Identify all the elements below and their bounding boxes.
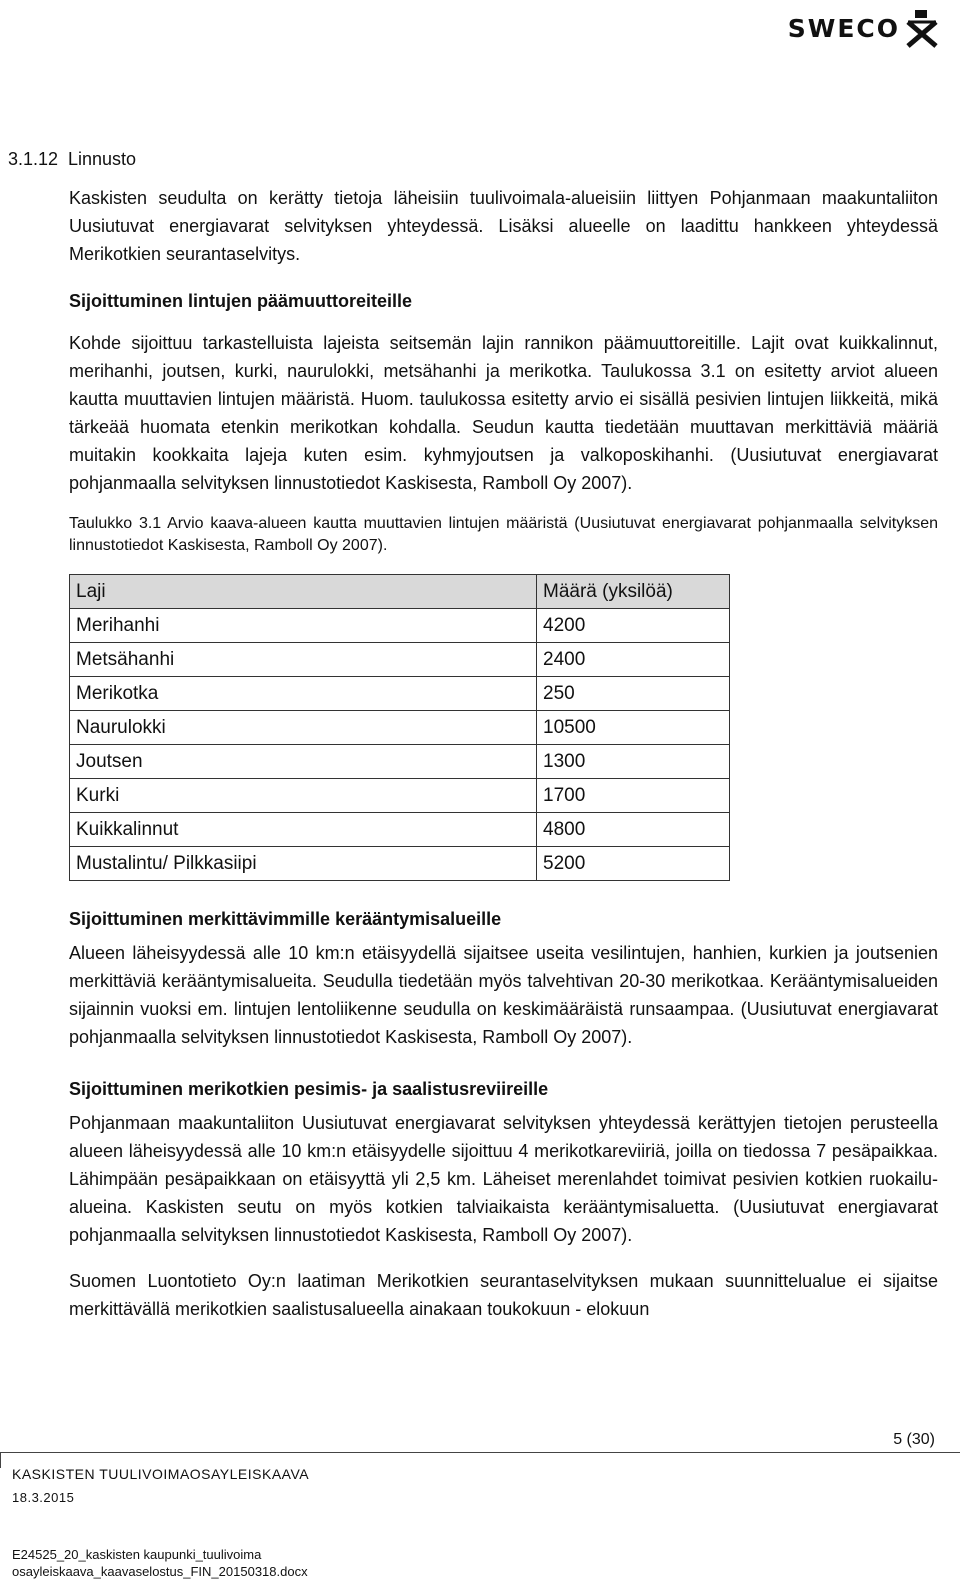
- species-cell: Merikotka: [70, 677, 537, 711]
- section-number: 3.1.12: [8, 149, 59, 169]
- footer-divider-corner: [0, 1452, 1, 1468]
- footer-filename-line-2: osayleiskaava_kaavaselostus_FIN_20150318.docx: [12, 1564, 308, 1579]
- footer-divider: [0, 1452, 960, 1453]
- table-row: [70, 779, 730, 813]
- footer-date: 18.3.2015: [12, 1490, 75, 1505]
- section-title: Linnusto: [68, 149, 137, 169]
- table-row: [70, 813, 730, 847]
- table-row: [70, 745, 730, 779]
- migration-paragraph: Kohde sijoittuu tarkastelluista lajeista seitsemän lajin rannikon päämuuttoreitille. Lajit ovat kuikkalinnut, merihanhi, joutsen, kurki, naurulokki, metsähanhi ja merikotka. Taulukossa 3.1 on esitetty arviot alueen kautta muuttavien lintujen määristä. Huom. taulukossa esitetty arvio ei sisällä pesivien lintujen liikkeitä, mikä tärkeää huomata etenkin merikotkan kohdalla. Seudun kautta tiedetään muuttavan merkittäviä määriä muitakin kookkaita lajeja kuten esim. kyhmyjoutsen ja valkoposkihanhi. (Uusiutuvat energiavarat pohjanmaalla selvityksen linnustotiedot Kaskisesta, Ramboll Oy 2007).: [69, 333, 938, 493]
- document-body: [69, 184, 938, 1323]
- footer-document-title: KASKISTEN TUULIVOIMAOSAYLEISKAAVA: [12, 1466, 310, 1482]
- species-cell: Metsähanhi: [70, 643, 537, 677]
- species-cell: Joutsen: [70, 745, 537, 779]
- count-cell: 4200: [537, 609, 730, 643]
- section-heading: [8, 149, 136, 170]
- count-cell: 1300: [537, 745, 730, 779]
- heading-gathering-areas: Sijoittuminen merkittävimmille kerääntymisalueille: [69, 909, 502, 929]
- header-species: Laji: [70, 575, 537, 609]
- bird-count-table: [69, 574, 730, 881]
- logo-text: SWECO: [787, 13, 900, 43]
- table-caption: Taulukko 3.1 Arvio kaava-alueen kautta muuttavien lintujen määristä (Uusiutuvat energiavarat pohjanmaalla selvityksen linnustotiedot Kaskisesta, Ramboll Oy 2007).: [69, 515, 938, 554]
- sweco-mark-icon: [904, 8, 940, 48]
- count-cell: 1700: [537, 779, 730, 813]
- species-cell: Mustalintu/ Pilkkasiipi: [70, 847, 537, 881]
- table-row: [70, 643, 730, 677]
- count-cell: 2400: [537, 643, 730, 677]
- table-row: [70, 677, 730, 711]
- species-cell: Kuikkalinnut: [70, 813, 537, 847]
- species-cell: Merihanhi: [70, 609, 537, 643]
- heading-migration-routes: Sijoittuminen lintujen päämuuttoreiteille: [69, 291, 413, 311]
- gathering-paragraph: Alueen läheisyydessä alle 10 km:n etäisyydellä sijaitsee useita vesilintujen, hanhien, kurkien ja joutsenien merkittäviä kerääntymisalueita. Seudulla tiedetään myös talvehtivan 20-30 merikotkaa. Kerääntymisalueiden sijainnin vuoksi em. lintujen lentoliikenne seudulla on keskimääräistä runsaampaa. (Uusiutuvat energiavarat pohjanmaalla selvityksen linnustotiedot Kaskisesta, Ramboll Oy 2007).: [69, 943, 938, 1047]
- count-cell: 10500: [537, 711, 730, 745]
- count-cell: 250: [537, 677, 730, 711]
- table-row: [70, 847, 730, 881]
- intro-paragraph: Kaskisten seudulta on kerätty tietoja läheisiin tuulivoimala-alueisiin liittyen Pohjanmaan maakuntaliiton Uusiutuvat energiavarat selvityksen yhteydessä. Lisäksi alueelle on laadittu hankkeen yhteydessä Merikotkien seurantaselvitys.: [69, 188, 938, 264]
- page-number: 5 (30): [893, 1431, 935, 1448]
- count-cell: 4800: [537, 813, 730, 847]
- eagle-paragraph-1: Pohjanmaan maakuntaliiton Uusiutuvat energiavarat selvityksen yhteydessä kerättyjen tietojen perusteella alueen läheisyydessä alle 10 km:n etäisyydelle sijoittuu 4 merikotkareviiriä, joilla on tiedossa 7 pesäpaikkaa. Lähimpään pesäpaikkaan on etäisyyttä yli 2,5 km. Läheiset merenlahdet toimivat pesivien kotkien ruokailu-alueina. Kaskisten seutu on myös kotkien talviaikaista kerääntymisaluetta. (Uusiutuvat energiavarat pohjanmaalla selvityksen linnustotiedot Kaskisesta, Ramboll Oy 2007).: [69, 1113, 938, 1245]
- table-row: [70, 609, 730, 643]
- table-header-row: [70, 575, 730, 609]
- sweco-logo: [788, 8, 940, 48]
- eagle-paragraph-2: Suomen Luontotieto Oy:n laatiman Merikotkien seurantaselvityksen mukaan suunnittelualue ei sijaitse merkittävällä merikotkien saalistusalueella ainakaan toukokuun - elokuun: [69, 1271, 938, 1319]
- species-cell: Naurulokki: [70, 711, 537, 745]
- footer-filename: [12, 1546, 308, 1580]
- footer-filename-line-1: E24525_20_kaskisten kaupunki_tuulivoima: [12, 1547, 262, 1562]
- table-row: [70, 711, 730, 745]
- species-cell: Kurki: [70, 779, 537, 813]
- count-cell: 5200: [537, 847, 730, 881]
- heading-eagle-territories: Sijoittuminen merikotkien pesimis- ja saalistusreviireille: [69, 1079, 549, 1099]
- header-count: Määrä (yksilöä): [537, 575, 730, 609]
